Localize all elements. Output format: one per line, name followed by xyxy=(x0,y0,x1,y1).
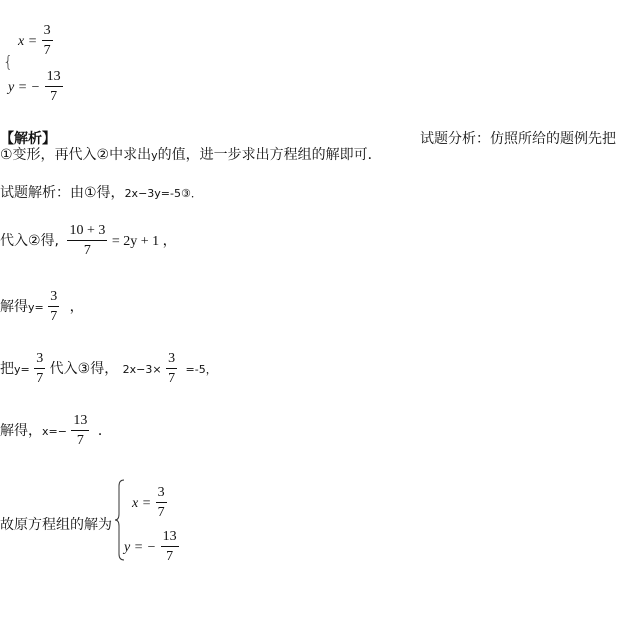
solution-line-2-rhs: = 2y + 1 ， xyxy=(111,234,177,249)
top-y-fraction xyxy=(45,70,63,104)
top-y-denominator: 7 xyxy=(50,89,58,104)
solution-line-5-numerator: 13 xyxy=(71,414,89,431)
analysis-text xyxy=(0,144,382,164)
solution-line-1-label: 试题解析：由①得， xyxy=(0,185,125,201)
solution-line-5-fraction xyxy=(71,414,89,448)
top-x-numerator: 3 xyxy=(42,24,53,41)
analysis-cont: ①变形，再代入②中求出 xyxy=(0,147,152,163)
top-y-numerator: 13 xyxy=(45,70,63,87)
analysis-end: 的值，进一步求出方程组的解即可． xyxy=(157,147,382,163)
solution-line-4-var: y= xyxy=(14,363,30,376)
analysis-label: 试题分析：仿照所给的题例先把 xyxy=(420,131,616,147)
top-x-denominator: 7 xyxy=(43,43,51,58)
top-y-lhs: y = − xyxy=(8,80,41,95)
top-x-lhs: x = xyxy=(18,34,38,49)
analysis-header: 【解析】 xyxy=(0,131,56,147)
top-equation-y xyxy=(8,70,63,104)
solution-line-5-label: 解得， xyxy=(0,423,42,439)
solution-line-4-eq: 2x−3× xyxy=(122,363,162,376)
final-x-denominator: 7 xyxy=(157,505,165,520)
solution-line-5-var: x=− xyxy=(42,425,67,438)
final-y-numerator: 13 xyxy=(161,530,179,547)
final-equation-y xyxy=(124,530,179,564)
solution-line-5-end: ． xyxy=(97,423,112,439)
solution-line-5-denominator: 7 xyxy=(76,433,84,448)
final-label: 故原方程组的解为 xyxy=(0,517,112,533)
solution-line-4-label: 把 xyxy=(0,361,14,377)
solution-line-3-end: ， xyxy=(69,299,84,315)
final-x-fraction xyxy=(156,486,167,520)
solution-line-4-fraction xyxy=(34,352,45,386)
solution-line-2 xyxy=(0,224,177,258)
solution-line-2-label: 代入②得, xyxy=(0,233,60,249)
solution-line-3-numerator: 3 xyxy=(48,290,59,307)
solution-line-4 xyxy=(0,352,217,386)
solution-line-5 xyxy=(0,414,112,448)
solution-line-2-numerator: 10 + 3 xyxy=(67,224,107,241)
final-y-denominator: 7 xyxy=(166,549,174,564)
final-equation-x xyxy=(132,486,167,520)
analysis-var-y: y xyxy=(151,149,158,162)
solution-line-4-end: =-5， xyxy=(185,363,217,376)
top-x-fraction xyxy=(42,24,53,58)
final-x-lhs: x = xyxy=(132,496,152,511)
solution-line-3-var: y= xyxy=(28,301,44,314)
left-brace: { xyxy=(3,52,14,71)
solution-line-2-denominator: 7 xyxy=(83,243,91,258)
solution-line-4-fraction-2 xyxy=(166,352,177,386)
solution-line-3-fraction xyxy=(48,290,59,324)
solution-line-1 xyxy=(0,182,202,202)
solution-line-1-eq: 2x−3y=-5③． xyxy=(124,187,202,200)
solution-line-4-numerator: 3 xyxy=(34,352,45,369)
solution-line-3 xyxy=(0,290,84,324)
final-x-numerator: 3 xyxy=(156,486,167,503)
solution-line-3-denominator: 7 xyxy=(50,309,58,324)
final-y-lhs: y = − xyxy=(124,540,157,555)
top-equation-x xyxy=(18,24,53,58)
solution-line-4-mid: 代入③得， xyxy=(49,361,119,377)
final-y-fraction xyxy=(161,530,179,564)
solution-line-4-numerator-2: 3 xyxy=(166,352,177,369)
solution-line-4-denominator-2: 7 xyxy=(168,371,176,386)
solution-line-2-fraction xyxy=(67,224,107,258)
solution-line-3-label: 解得 xyxy=(0,299,28,315)
solution-line-4-denominator: 7 xyxy=(36,371,44,386)
